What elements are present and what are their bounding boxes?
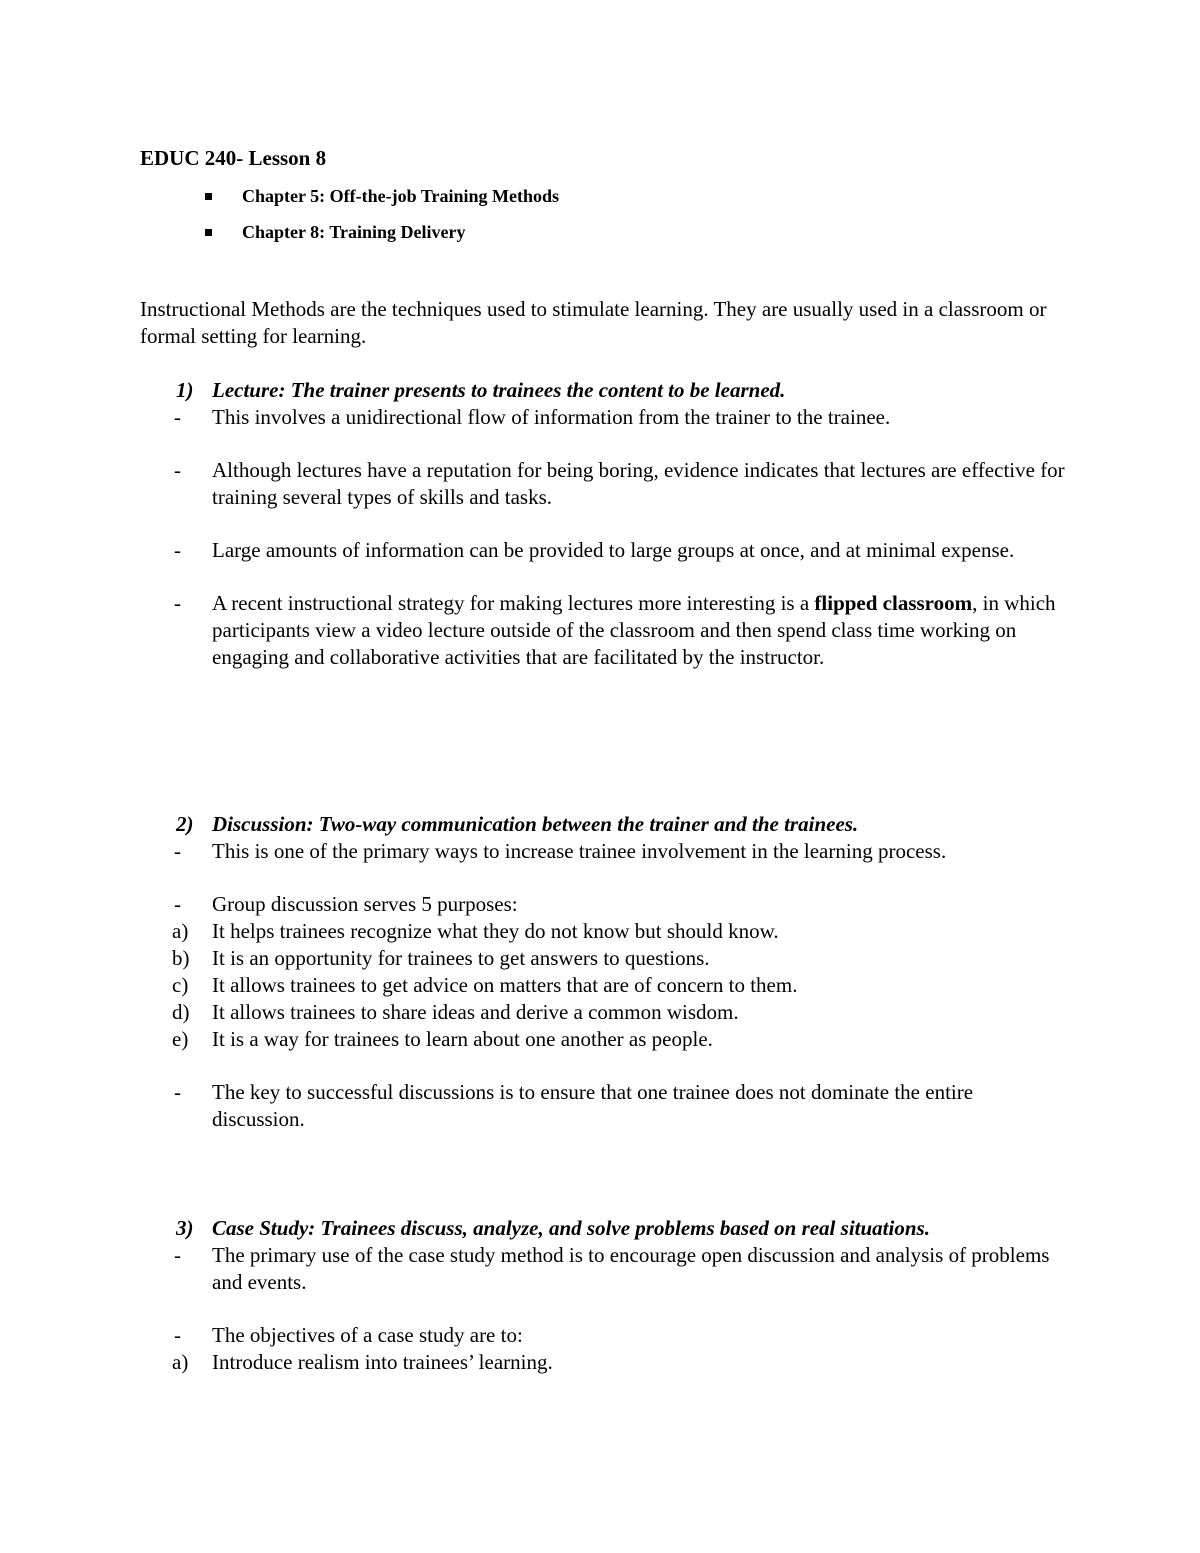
dash-marker: - xyxy=(174,405,181,429)
flipped-classroom-term: flipped classroom xyxy=(814,591,973,615)
flipped-text-before: A recent instructional strategy for making lectures more interesting is a xyxy=(212,591,815,615)
dash-marker: - xyxy=(174,591,181,615)
dash-marker: - xyxy=(174,1323,181,1347)
section-number: 1) xyxy=(176,378,194,402)
purpose-text: It is a way for trainees to learn about one another as people. xyxy=(212,1027,713,1051)
list-item-text: The primary use of the case study method is to encourage open discussion and analysis of problems and events. xyxy=(212,1243,1050,1294)
objective-item xyxy=(140,1349,1070,1376)
purpose-text: It helps trainees recognize what they do not know but should know. xyxy=(212,919,779,943)
list-item-text: This involves a unidirectional flow of information from the trainer to the trainee. xyxy=(212,405,891,429)
section-discussion xyxy=(140,811,1070,1133)
chapter-label: Chapter 5: Off-the-job Training Methods xyxy=(242,186,559,206)
purpose-text: It allows trainees to share ideas and derive a common wisdom. xyxy=(212,1000,739,1024)
chapter-label: Chapter 8: Training Delivery xyxy=(242,222,466,242)
list-item xyxy=(140,1322,1070,1349)
section-heading xyxy=(140,1215,1070,1242)
dash-marker: - xyxy=(174,892,181,916)
objective-text: Introduce realism into trainees’ learning. xyxy=(212,1350,553,1374)
section-heading xyxy=(140,377,1070,404)
letter-marker: a) xyxy=(172,1350,189,1374)
square-bullet-icon xyxy=(205,193,212,200)
list-item xyxy=(140,1079,1070,1133)
dash-marker: - xyxy=(174,538,181,562)
list-item xyxy=(140,457,1070,511)
section-heading-text: Case Study: Trainees discuss, analyze, and solve problems based on real situations. xyxy=(212,1216,930,1240)
purpose-item xyxy=(140,918,1070,945)
section-heading xyxy=(140,811,1070,838)
list-item-text: Group discussion serves 5 purposes: xyxy=(212,892,518,916)
list-item-text: Large amounts of information can be provided to large groups at once, and at minimal expense. xyxy=(212,538,1015,562)
section-number: 3) xyxy=(176,1216,194,1240)
chapter-list xyxy=(140,178,559,250)
list-item xyxy=(140,891,1070,918)
square-bullet-icon xyxy=(205,229,212,236)
list-item xyxy=(140,590,1070,671)
list-item xyxy=(140,838,1070,865)
list-item xyxy=(140,1242,1070,1296)
purpose-item xyxy=(140,945,1070,972)
chapter-item xyxy=(140,178,559,214)
list-item-text: This is one of the primary ways to increase trainee involvement in the learning process. xyxy=(212,839,947,863)
section-case-study xyxy=(140,1215,1070,1376)
list-item-text: Although lectures have a reputation for being boring, evidence indicates that lectures are effective for training several types of skills and tasks. xyxy=(212,458,1065,509)
letter-marker: b) xyxy=(172,946,190,970)
letter-marker: d) xyxy=(172,1000,190,1024)
purpose-item xyxy=(140,972,1070,999)
list-item-text: The key to successful discussions is to ensure that one trainee does not dominate the entire discussion. xyxy=(212,1080,974,1131)
purpose-text: It allows trainees to get advice on matters that are of concern to them. xyxy=(212,973,798,997)
letter-marker: c) xyxy=(172,973,189,997)
list-item xyxy=(140,537,1070,564)
dash-marker: - xyxy=(174,1243,181,1267)
intro-paragraph: Instructional Methods are the techniques used to stimulate learning. They are usually used in a classroom or formal setting for learning. xyxy=(140,297,1047,348)
dash-marker: - xyxy=(174,458,181,482)
dash-marker: - xyxy=(174,1080,181,1104)
purpose-item xyxy=(140,999,1070,1026)
purpose-text: It is an opportunity for trainees to get answers to questions. xyxy=(212,946,710,970)
section-lecture xyxy=(140,377,1070,671)
flipped-text-after: , in which participants view a video lecture outside of the classroom and then spend class time working on engaging and collaborative activities that are facilitated by the instructor. xyxy=(212,591,1056,669)
section-heading-text: Discussion: Two-way communication between the trainer and the trainees. xyxy=(212,812,859,836)
document-title: EDUC 240- Lesson 8 xyxy=(140,146,327,170)
dash-marker: - xyxy=(174,839,181,863)
section-number: 2) xyxy=(176,812,194,836)
list-item xyxy=(140,404,1070,431)
list-item-text: The objectives of a case study are to: xyxy=(212,1323,523,1347)
chapter-item xyxy=(140,214,559,250)
letter-marker: a) xyxy=(172,919,189,943)
purpose-item xyxy=(140,1026,1070,1053)
section-heading-text: Lecture: The trainer presents to trainees the content to be learned. xyxy=(212,378,786,402)
letter-marker: e) xyxy=(172,1027,189,1051)
